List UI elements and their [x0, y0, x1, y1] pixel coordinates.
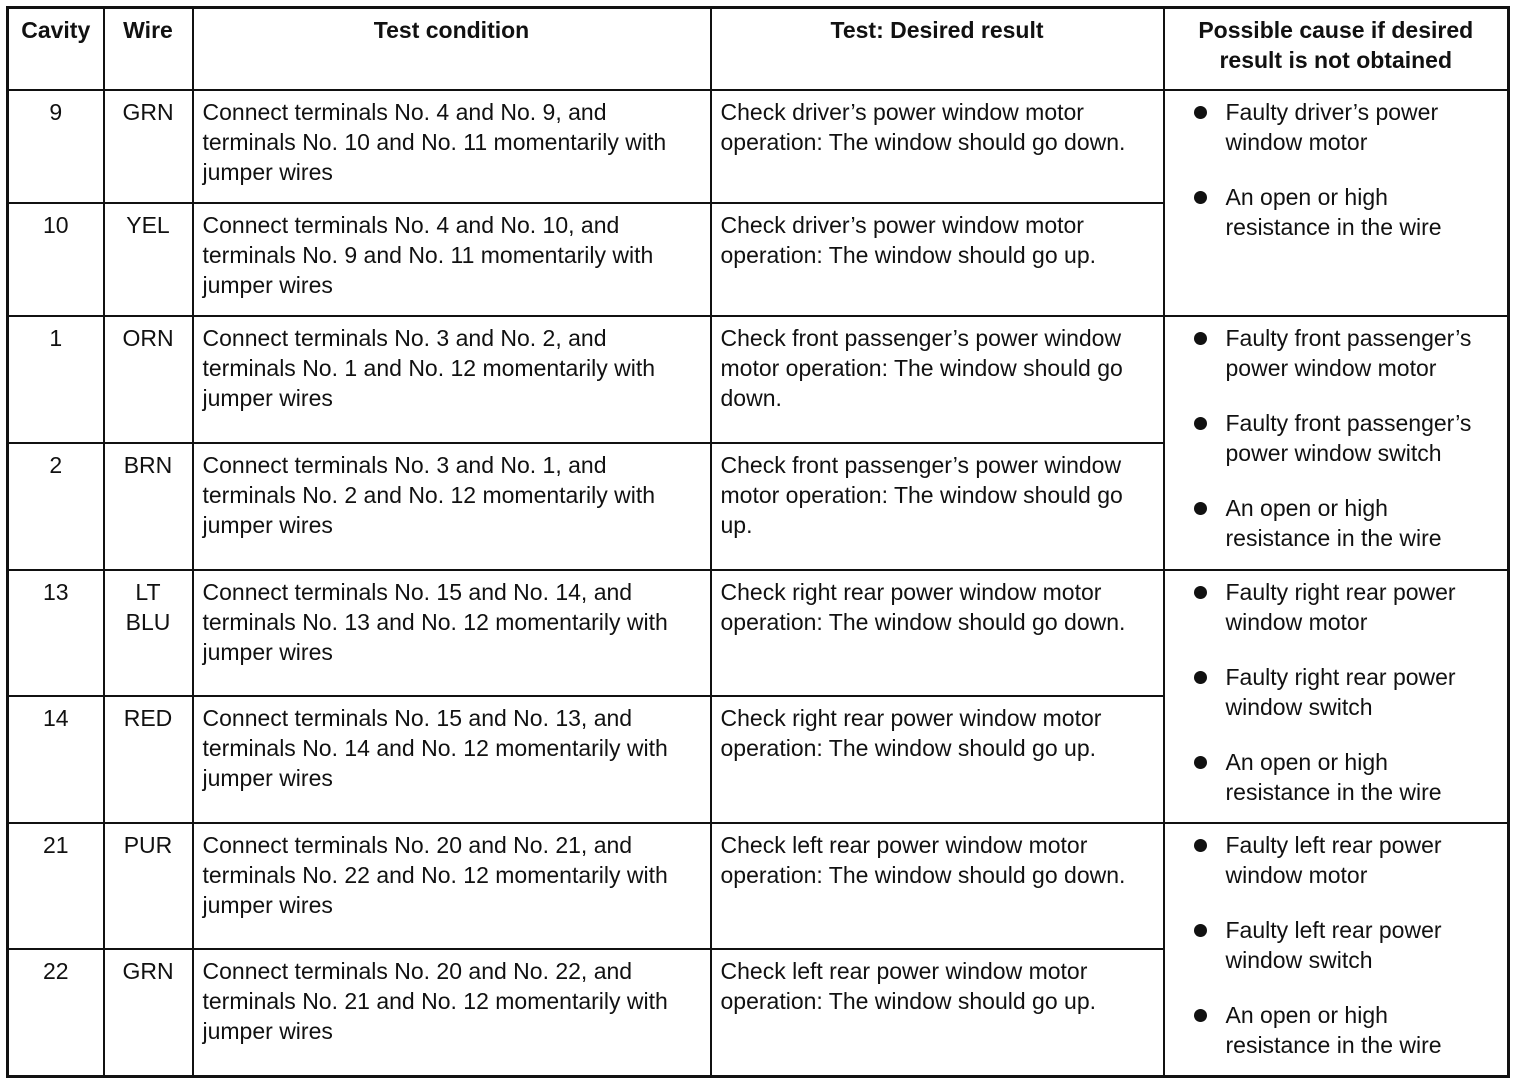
power-window-test-table	[6, 6, 1510, 1078]
header-cavity: Cavity	[8, 8, 104, 90]
condition-cell: Connect terminals No. 4 and No. 10, and terminals No. 9 and No. 11 momentarily with jumper wires	[193, 203, 711, 316]
bullet-icon	[1194, 756, 1207, 769]
result-cell: Check left rear power window motor operation: The window should go down.	[711, 823, 1164, 949]
cavity-cell: 10	[8, 203, 104, 316]
cause-cell	[1164, 823, 1509, 1076]
table-row	[8, 570, 1509, 696]
cause-item: An open or high resistance in the wire	[1174, 747, 1499, 807]
cavity-cell: 2	[8, 443, 104, 570]
cause-item: Faulty front passenger’s power window switch	[1174, 408, 1499, 468]
bullet-icon	[1194, 924, 1207, 937]
header-wire: Wire	[104, 8, 193, 90]
cause-item: Faulty left rear power window switch	[1174, 915, 1499, 975]
cause-item: An open or high resistance in the wire	[1174, 493, 1499, 553]
wire-cell: GRN	[104, 90, 193, 203]
wire-cell: ORN	[104, 316, 193, 443]
condition-cell: Connect terminals No. 20 and No. 22, and terminals No. 21 and No. 12 momentarily with jumper wires	[193, 949, 711, 1076]
table-row	[8, 316, 1509, 443]
bullet-icon	[1194, 586, 1207, 599]
cavity-cell: 22	[8, 949, 104, 1076]
condition-cell: Connect terminals No. 4 and No. 9, and terminals No. 10 and No. 11 momentarily with jumper wires	[193, 90, 711, 203]
bullet-icon	[1194, 106, 1207, 119]
cavity-cell: 14	[8, 696, 104, 823]
cause-list	[1174, 577, 1499, 807]
cause-list	[1174, 97, 1499, 242]
result-cell: Check front passenger’s power window motor operation: The window should go up.	[711, 443, 1164, 570]
bullet-icon	[1194, 502, 1207, 515]
bullet-icon	[1194, 191, 1207, 204]
condition-cell: Connect terminals No. 3 and No. 2, and terminals No. 1 and No. 12 momentarily with jumper wires	[193, 316, 711, 443]
cavity-cell: 1	[8, 316, 104, 443]
result-cell: Check front passenger’s power window motor operation: The window should go down.	[711, 316, 1164, 443]
bullet-icon	[1194, 1009, 1207, 1022]
result-cell: Check driver’s power window motor operation: The window should go down.	[711, 90, 1164, 203]
cause-list	[1174, 830, 1499, 1060]
header-desired-result: Test: Desired result	[711, 8, 1164, 90]
bullet-icon	[1194, 332, 1207, 345]
header-possible-cause: Possible cause if desired result is not obtained	[1164, 8, 1509, 90]
wire-cell: RED	[104, 696, 193, 823]
bullet-icon	[1194, 671, 1207, 684]
cavity-cell: 9	[8, 90, 104, 203]
cause-cell	[1164, 90, 1509, 316]
header-row	[8, 8, 1509, 90]
condition-cell: Connect terminals No. 3 and No. 1, and terminals No. 2 and No. 12 momentarily with jumper wires	[193, 443, 711, 570]
cause-item: Faulty right rear power window switch	[1174, 662, 1499, 722]
cavity-cell: 13	[8, 570, 104, 696]
wire-cell: LT BLU	[104, 570, 193, 696]
cause-item: Faulty driver’s power window motor	[1174, 97, 1499, 157]
condition-cell: Connect terminals No. 20 and No. 21, and terminals No. 22 and No. 12 momentarily with jumper wires	[193, 823, 711, 949]
cavity-cell: 21	[8, 823, 104, 949]
cause-cell	[1164, 316, 1509, 570]
table-row	[8, 823, 1509, 949]
wire-cell: PUR	[104, 823, 193, 949]
condition-cell: Connect terminals No. 15 and No. 14, and terminals No. 13 and No. 12 momentarily with jumper wires	[193, 570, 711, 696]
wire-cell: YEL	[104, 203, 193, 316]
bullet-icon	[1194, 417, 1207, 430]
cause-item: An open or high resistance in the wire	[1174, 1000, 1499, 1060]
result-cell: Check driver’s power window motor operation: The window should go up.	[711, 203, 1164, 316]
table-row	[8, 90, 1509, 203]
cause-cell	[1164, 570, 1509, 823]
bullet-icon	[1194, 839, 1207, 852]
cause-item: Faulty left rear power window motor	[1174, 830, 1499, 890]
cause-list	[1174, 323, 1499, 553]
cause-item: An open or high resistance in the wire	[1174, 182, 1499, 242]
cause-item: Faulty front passenger’s power window motor	[1174, 323, 1499, 383]
result-cell: Check left rear power window motor operation: The window should go up.	[711, 949, 1164, 1076]
result-cell: Check right rear power window motor operation: The window should go up.	[711, 696, 1164, 823]
header-test-condition: Test condition	[193, 8, 711, 90]
cause-item: Faulty right rear power window motor	[1174, 577, 1499, 637]
test-table-container	[6, 6, 1510, 1078]
condition-cell: Connect terminals No. 15 and No. 13, and terminals No. 14 and No. 12 momentarily with jumper wires	[193, 696, 711, 823]
result-cell: Check right rear power window motor operation: The window should go down.	[711, 570, 1164, 696]
wire-cell: GRN	[104, 949, 193, 1076]
wire-cell: BRN	[104, 443, 193, 570]
